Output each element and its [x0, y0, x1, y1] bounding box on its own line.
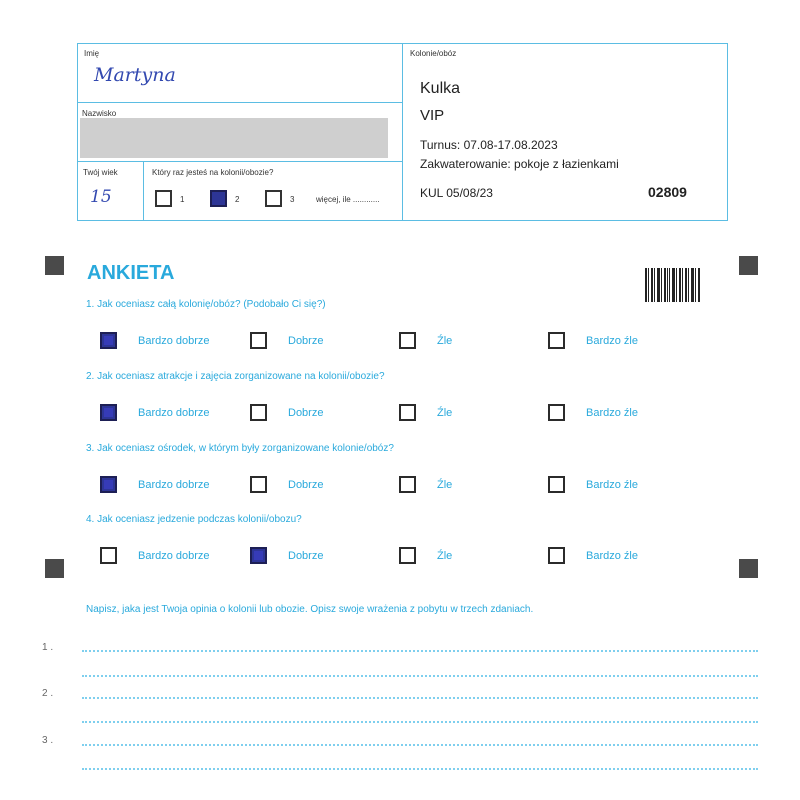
answer-option-label: Źle — [437, 407, 453, 419]
answer-checkbox[interactable] — [548, 332, 565, 349]
answer-checkbox[interactable] — [548, 547, 565, 564]
line-number-3: 3 . — [42, 735, 54, 746]
answer-option-label: Dobrze — [288, 479, 324, 491]
answer-option-label: Źle — [437, 479, 453, 491]
form-number: 02809 — [648, 184, 687, 200]
visit-count-label: Który raz jesteś na kolonii/obozie? — [152, 168, 274, 177]
question-text: 4. Jak oceniasz jedzenie podczas kolonii/obozu? — [86, 514, 302, 525]
answer-option-label: Bardzo dobrze — [138, 479, 210, 491]
answer-option-label: Źle — [437, 550, 453, 562]
camp-turnus: Turnus: 07.08-17.08.2023 — [420, 138, 558, 152]
visit-count-option-2: 2 — [235, 195, 240, 204]
answer-checkbox[interactable] — [250, 404, 267, 421]
camp-name: Kulka — [420, 80, 461, 97]
line-number-2: 2 . — [42, 688, 54, 699]
question-text: 3. Jak oceniasz ośrodek, w którym były zorganizowane kolonie/obóz? — [86, 443, 394, 454]
first-name-value[interactable]: Martyna — [94, 64, 176, 86]
answer-checkbox[interactable] — [399, 332, 416, 349]
visit-count-option-1: 1 — [180, 195, 185, 204]
answer-checkbox[interactable] — [548, 476, 565, 493]
answer-checkbox[interactable] — [250, 476, 267, 493]
camp-accommodation: Zakwaterowanie: pokoje z łazienkami — [420, 157, 619, 171]
registration-marker-top-right — [739, 256, 758, 275]
answer-option-label: Bardzo źle — [586, 407, 638, 419]
header-divider-3 — [143, 161, 144, 221]
question-text: 1. Jak oceniasz całą kolonię/obóz? (Podobało Ci się?) — [86, 299, 326, 310]
answer-checkbox[interactable] — [100, 332, 117, 349]
visit-count-checkbox-3[interactable] — [265, 190, 282, 207]
header-divider-vertical — [402, 43, 403, 221]
answer-checkbox[interactable] — [399, 404, 416, 421]
answer-option-label: Bardzo źle — [586, 550, 638, 562]
answer-line[interactable] — [82, 697, 758, 699]
visit-count-checkbox-1[interactable] — [155, 190, 172, 207]
answer-option-label: Bardzo źle — [586, 479, 638, 491]
answer-line[interactable] — [82, 744, 758, 746]
answer-option-label: Bardzo dobrze — [138, 550, 210, 562]
registration-marker-bottom-left — [45, 559, 64, 578]
answer-option-label: Dobrze — [288, 550, 324, 562]
visit-count-more: więcej, ile ............ — [316, 195, 380, 204]
answer-option-label: Bardzo źle — [586, 335, 638, 347]
camp-code: KUL 05/08/23 — [420, 186, 493, 200]
answer-option-label: Bardzo dobrze — [138, 335, 210, 347]
header-divider-1 — [77, 102, 402, 103]
question-text: 2. Jak oceniasz atrakcje i zajęcia zorganizowane na kolonii/obozie? — [86, 371, 385, 382]
visit-count-option-3: 3 — [290, 195, 295, 204]
answer-option-label: Bardzo dobrze — [138, 407, 210, 419]
answer-checkbox[interactable] — [250, 332, 267, 349]
answer-checkbox[interactable] — [250, 547, 267, 564]
first-name-label: Imię — [84, 49, 100, 58]
answer-checkbox[interactable] — [399, 547, 416, 564]
last-name-label: Nazwisko — [82, 109, 117, 118]
answer-checkbox[interactable] — [100, 476, 117, 493]
answer-option-label: Dobrze — [288, 407, 324, 419]
answer-option-label: Dobrze — [288, 335, 324, 347]
answer-checkbox[interactable] — [548, 404, 565, 421]
header-divider-2 — [77, 161, 402, 162]
opinion-prompt: Napisz, jaka jest Twoja opinia o kolonii lub obozie. Opisz swoje wrażenia z pobytu w trzech zdaniach. — [86, 604, 534, 615]
registration-marker-bottom-right — [739, 559, 758, 578]
line-number-1: 1 . — [42, 642, 54, 653]
barcode-icon — [645, 268, 701, 302]
visit-count-checkbox-2[interactable] — [210, 190, 227, 207]
answer-option-label: Źle — [437, 335, 453, 347]
answer-line[interactable] — [82, 675, 758, 677]
survey-title: ANKIETA — [87, 262, 175, 284]
camp-label: Kolonie/obóz — [410, 49, 457, 58]
age-label: Twój wiek — [83, 168, 118, 177]
answer-checkbox[interactable] — [100, 547, 117, 564]
answer-line[interactable] — [82, 650, 758, 652]
age-value[interactable]: 15 — [90, 187, 112, 207]
answer-line[interactable] — [82, 768, 758, 770]
answer-checkbox[interactable] — [399, 476, 416, 493]
last-name-redacted — [80, 118, 388, 158]
registration-marker-top-left — [45, 256, 64, 275]
camp-type: VIP — [420, 107, 445, 124]
answer-line[interactable] — [82, 721, 758, 723]
answer-checkbox[interactable] — [100, 404, 117, 421]
